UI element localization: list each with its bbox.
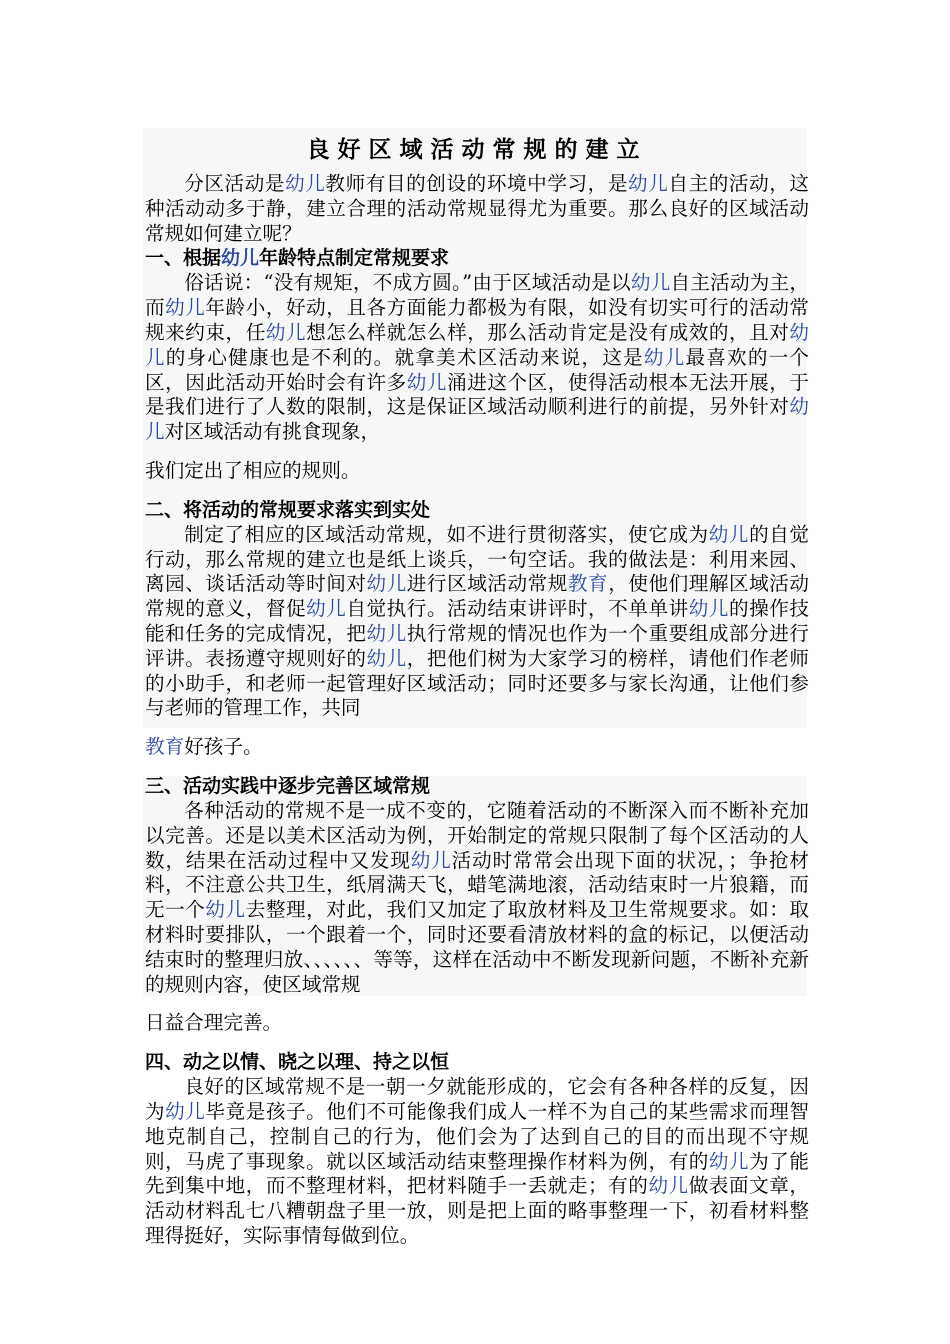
keyword-link[interactable]: 幼儿 xyxy=(628,172,669,195)
keyword-link[interactable]: 幼儿 xyxy=(643,345,686,369)
section-4-heading: 四、动之以情、晓之以理、持之以恒 xyxy=(145,1051,450,1074)
keyword-link[interactable]: 幼儿 xyxy=(366,646,407,670)
keyword-link[interactable]: 幼儿 xyxy=(708,522,750,546)
section-2-closing: 教育好孩子。 xyxy=(145,735,263,759)
keyword-link[interactable]: 幼儿 xyxy=(285,172,326,195)
document-title: 良好区域活动常规的建立 xyxy=(306,137,648,163)
section-2-paragraph: 制定了相应的区域活动常规，如不进行贯彻落实，使它成为幼儿的自觉行动，那么常规的建立也是纸上谈兵，一句空话。我的做法是：利用来园、离园、谈话活动等时间对幼儿进行区域活动常规教育，使他们理解区域活动常规的意义，督促幼儿自觉执行。活动结束讲评时，不单单讲幼儿的操作技能和任务的完成情况，把幼儿执行常规的情况也作为一个重要组成部分进行评讲。表扬遵守规则好的幼儿，把他们树为大家学习的榜样，请他们作老师的小助手，和老师一起管理好区域活动；同时还要多与家长沟通，让他们参与老师的管理工作，共同 xyxy=(145,522,810,720)
keyword-link[interactable]: 幼儿 xyxy=(648,1174,689,1198)
keyword-link[interactable]: 幼儿 xyxy=(221,247,260,270)
keyword-link[interactable]: 幼儿 xyxy=(306,597,347,621)
keyword-link[interactable]: 幼儿 xyxy=(205,898,246,922)
keyword-link[interactable]: 幼儿 xyxy=(406,370,448,394)
intro-paragraph: 分区活动是幼儿教师有目的创设的环境中学习，是幼儿自主的活动，这种活动动多于静，建立合理的活动常规显得尤为重要。那么良好的区域活动常规如何建立呢？ xyxy=(145,172,810,245)
keyword-link[interactable]: 幼儿 xyxy=(366,572,407,596)
section-1-closing: 我们定出了相应的规则。 xyxy=(145,458,361,482)
keyword-link[interactable]: 幼儿 xyxy=(630,271,671,295)
keyword-link[interactable]: 教育 xyxy=(145,735,185,759)
keyword-link[interactable]: 幼儿 xyxy=(165,1099,206,1123)
keyword-link[interactable]: 幼儿 xyxy=(366,621,407,645)
keyword-link[interactable]: 幼儿 xyxy=(265,320,307,344)
section-3-closing: 日益合理完善。 xyxy=(145,1011,283,1035)
document-body xyxy=(145,128,809,1249)
section-2-heading: 二、将活动的常规要求落实到实处 xyxy=(145,498,431,521)
section-1-paragraph: 俗话说：“没有规矩，不成方圆。”由于区域活动是以幼儿自主活动为主，而幼儿年龄小，好动，且各方面能力都极为有限，如没有切实可行的活动常规来约束，任幼儿想怎么样就怎么样，那么活动肯定是没有成效的，且对幼儿的身心健康也是不利的。就拿美术区活动来说，这是幼儿最喜欢的一个区，因此活动开始时会有许多幼儿涌进这个区，使得活动根本无法开展，于是我们进行了人数的限制，这是保证区域活动顺利进行的前提，另外针对幼儿对区域活动有挑食现象， xyxy=(145,271,810,444)
keyword-link[interactable]: 幼儿 xyxy=(410,848,452,872)
section-1-heading: 一、根据幼儿年龄特点制定常规要求 xyxy=(145,247,450,270)
section-4-paragraph: 良好的区域常规不是一朝一夕就能形成的，它会有各种各样的反复，因为幼儿毕竟是孩子。他们不可能像我们成人一样不为自己的某些需求而理智地克制自己，控制自己的行为，他们会为了达到自己的目的而出现不守规则，马虎了事现象。就以区域活动结束整理操作材料为例，有的幼儿为了能先到集中地，而不整理材料，把材料随手一丢就走；有的幼儿做表面文章，活动材料乱七八糟朝盘子里一放，则是把上面的略事整理一下，初看材料整理得挺好，实际事情每做到位。 xyxy=(145,1075,810,1247)
section-3-paragraph: 各种活动的常规不是一成不变的，它随着活动的不断深入而不断补充加以完善。还是以美术区活动为例，开始制定的常规只限制了每个区活动的人数，结果在活动过程中又发现幼儿活动时常常会出现下面的状况，；争抢材料，不注意公共卫生，纸屑满天飞，蜡笔满地滚，活动结束时一片狼籍，而无一个幼儿去整理，对此，我们又加定了取放材料及卫生常规要求。如：取材料时要排队，一个跟着一个，同时还要看清放材料的盒的标记，以便活动结束时的整理归放、、、、、、等等，这样在活动中不断发现新问题，不断补充新的规则内容，使区域常规 xyxy=(145,798,810,996)
keyword-link[interactable]: 教育 xyxy=(567,572,609,596)
keyword-link[interactable]: 幼儿 xyxy=(165,296,206,320)
keyword-link[interactable]: 幼儿 xyxy=(145,395,809,444)
section-3-heading: 三、活动实践中逐步完善区域常规 xyxy=(145,774,431,797)
keyword-link[interactable]: 幼儿 xyxy=(145,320,810,369)
keyword-link[interactable]: 幼儿 xyxy=(708,1149,750,1173)
keyword-link[interactable]: 幼儿 xyxy=(688,597,730,621)
